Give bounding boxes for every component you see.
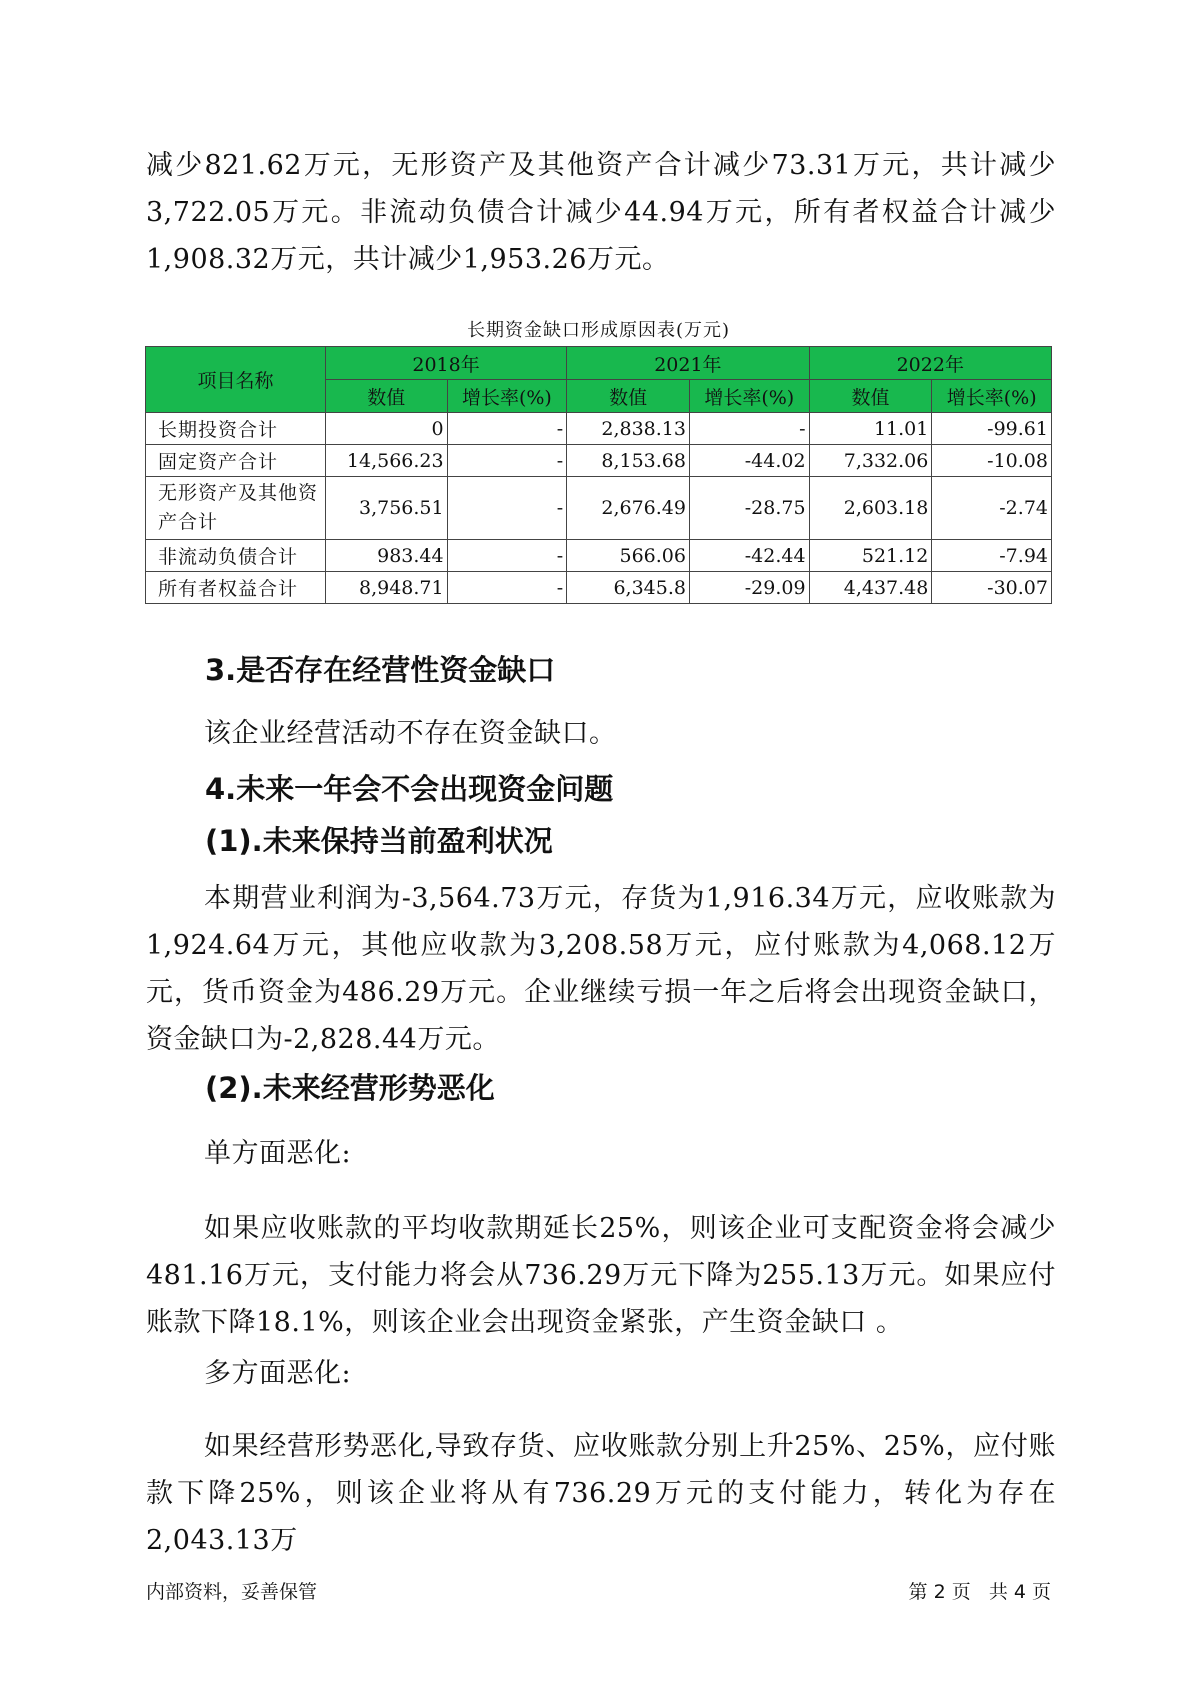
section-4-1-text: 本期营业利润为-3,564.73万元，存货为1,916.34万元，应收账款为1,924.64万元，其他应收款为3,208.58万元，应付账款为4,068.12万元，货币资金为486.29万元。企业继续亏损一年之后将会出现资金缺口，资金缺口为-2,828.44万元。 <box>146 883 1056 1055</box>
section-3-heading: 3.是否存在经营性资金缺口 <box>205 653 556 687</box>
table-cell: 983.44 <box>325 540 447 572</box>
table-cell: 7,332.06 <box>809 445 932 477</box>
table-row <box>146 572 1052 604</box>
table-cell: 11.01 <box>809 413 932 445</box>
table-cell: 566.06 <box>567 540 690 572</box>
row-label: 所有者权益合计 <box>146 572 326 604</box>
table-cell: - <box>689 413 809 445</box>
intro-paragraph: 减少821.62万元，无形资产及其他资产合计减少73.31万元，共计减少3,722.05万元。非流动负债合计减少44.94万元，所有者权益合计减少1,908.32万元，共计减少1,953.26万元。 <box>146 150 1056 275</box>
header-growth: 增长率(%) <box>689 380 809 413</box>
header-value: 数值 <box>325 380 447 413</box>
table-cell: 2,676.49 <box>567 477 690 540</box>
header-value: 数值 <box>567 380 690 413</box>
row-label: 非流动负债合计 <box>146 540 326 572</box>
section-4-heading: 4.未来一年会不会出现资金问题 <box>205 772 614 806</box>
table-cell: -2.74 <box>932 477 1052 540</box>
table-cell: - <box>447 540 567 572</box>
table-cell: - <box>447 572 567 604</box>
header-item-name: 项目名称 <box>146 347 326 413</box>
table-cell: 2,603.18 <box>809 477 932 540</box>
row-label: 无形资产及其他资产合计 <box>146 477 326 540</box>
table-cell: -42.44 <box>689 540 809 572</box>
table-cell: -29.09 <box>689 572 809 604</box>
header-growth: 增长率(%) <box>447 380 567 413</box>
table-cell: 8,153.68 <box>567 445 690 477</box>
table-row <box>146 445 1052 477</box>
table-cell: - <box>447 413 567 445</box>
table-cell: - <box>447 445 567 477</box>
row-label: 固定资产合计 <box>146 445 326 477</box>
row-label: 长期投资合计 <box>146 413 326 445</box>
header-growth: 增长率(%) <box>932 380 1052 413</box>
multi-deterioration-text: 如果经营形势恶化,导致存货、应收账款分别上升25%、25%，应付账款下降25%，则该企业将从有736.29万元的支付能力，转化为存在2,043.13万 <box>146 1431 1056 1556</box>
table-cell: 8,948.71 <box>325 572 447 604</box>
table-cell: -44.02 <box>689 445 809 477</box>
table-cell: -7.94 <box>932 540 1052 572</box>
table-cell: 0 <box>325 413 447 445</box>
header-year-2022: 2022年 <box>809 347 1051 380</box>
header-value: 数值 <box>809 380 932 413</box>
table-row <box>146 413 1052 445</box>
table-cell: 14,566.23 <box>325 445 447 477</box>
table-cell: -30.07 <box>932 572 1052 604</box>
table-row <box>146 477 1052 540</box>
table-cell: - <box>447 477 567 540</box>
table-cell: 521.12 <box>809 540 932 572</box>
multi-deterioration-label: 多方面恶化: <box>204 1358 352 1389</box>
table-row <box>146 540 1052 572</box>
table-cell: 4,437.48 <box>809 572 932 604</box>
footer-page-number: 第 2 页 共 4 页 <box>908 1581 1051 1603</box>
table-caption: 长期资金缺口形成原因表(万元) <box>466 320 731 341</box>
funding-gap-table <box>145 346 1052 604</box>
section-4-1-heading: (1).未来保持当前盈利状况 <box>205 824 553 858</box>
single-deterioration-text: 如果应收账款的平均收款期延长25%，则该企业可支配资金将会减少481.16万元，支付能力将会从736.29万元下降为255.13万元。如果应付账款下降18.1%，则该企业会出现资金紧张，产生资金缺口 。 <box>146 1213 1056 1338</box>
table-cell: 2,838.13 <box>567 413 690 445</box>
single-deterioration-label: 单方面恶化: <box>204 1138 352 1169</box>
table-cell: 3,756.51 <box>325 477 447 540</box>
table-cell: -10.08 <box>932 445 1052 477</box>
table-cell: -99.61 <box>932 413 1052 445</box>
section-3-text: 该企业经营活动不存在资金缺口。 <box>204 718 617 749</box>
header-year-2018: 2018年 <box>325 347 566 380</box>
table-cell: 6,345.8 <box>567 572 690 604</box>
section-4-2-heading: (2).未来经营形势恶化 <box>205 1071 495 1105</box>
footer-confidential-note: 内部资料，妥善保管 <box>146 1581 318 1603</box>
table-cell: -28.75 <box>689 477 809 540</box>
header-year-2021: 2021年 <box>567 347 809 380</box>
